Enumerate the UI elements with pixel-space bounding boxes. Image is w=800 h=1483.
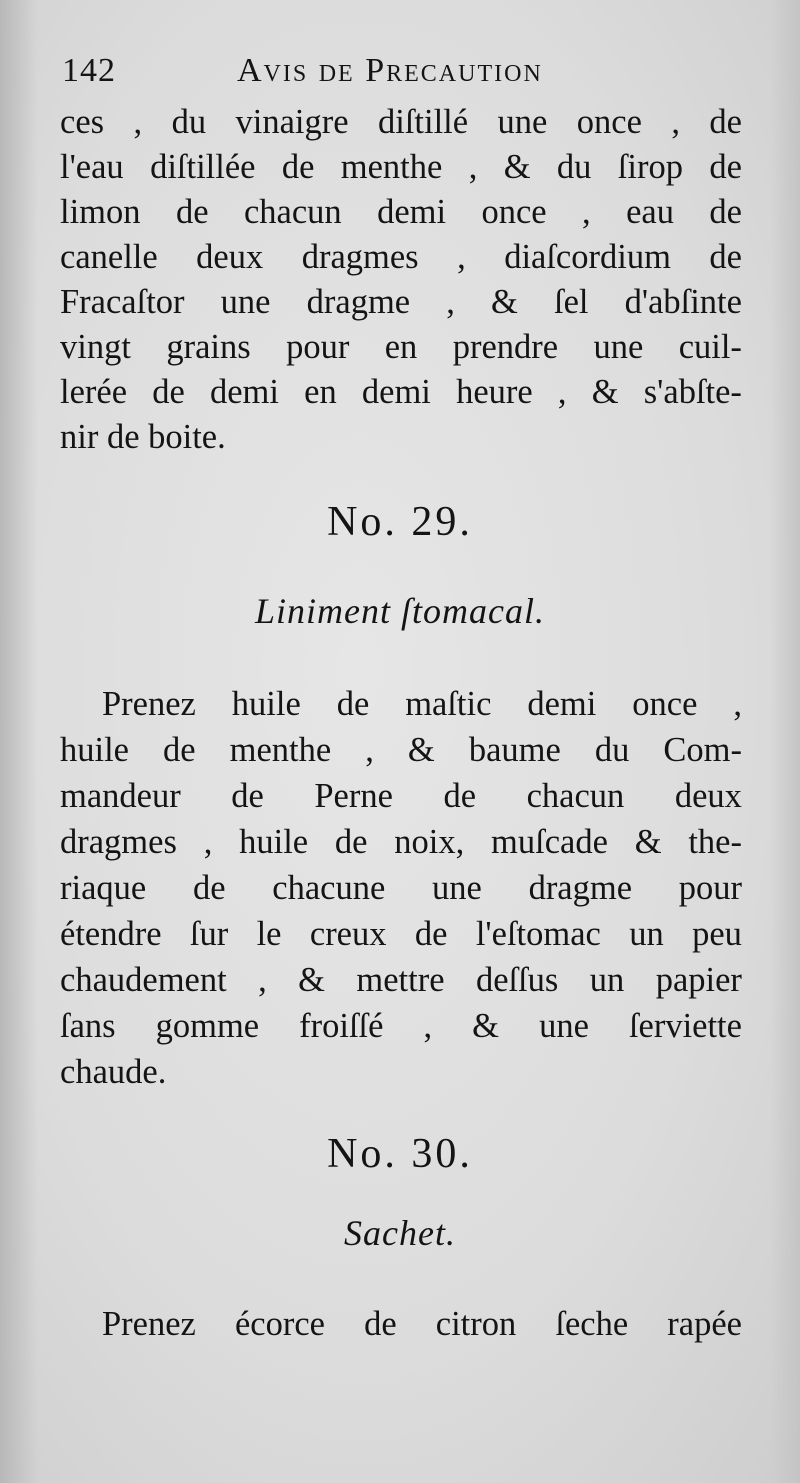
text-line: Prenez écorce de citron ſeche rapée — [102, 1305, 742, 1343]
text-line: vingt grains pour en prendre une cuil- — [60, 328, 742, 366]
text-line: huile de menthe , & baume du Com- — [60, 731, 742, 769]
page-header — [62, 52, 622, 98]
section-title-29: Liniment ſtomacal. — [255, 591, 545, 631]
text-line: riaque de chacune une dragme pour — [60, 869, 742, 907]
text-line: mandeur de Perne de chacun deux — [60, 777, 742, 815]
text-line: étendre ſur le creux de l'eſtomac un peu — [60, 915, 742, 953]
text-line: chaudement , & mettre deſſus un papier — [60, 961, 742, 999]
text-line: Fracaſtor une dragme , & ſel d'abſinte — [60, 283, 742, 321]
page-number: 142 — [62, 52, 116, 89]
section-number-30: No. 30. — [327, 1131, 473, 1177]
text-line: limon de chacun demi once , eau de — [60, 193, 742, 231]
text-line: Prenez huile de maſtic demi once , — [102, 685, 742, 723]
text-line: l'eau diſtillée de menthe , & du ſirop de — [60, 148, 742, 186]
section-title-30: Sachet. — [344, 1213, 456, 1253]
text-line: lerée de demi en demi heure , & s'abſte- — [60, 373, 742, 411]
text-line: ſans gomme froiſſé , & une ſerviette — [60, 1007, 742, 1045]
text-line: nir de boite. — [60, 418, 226, 456]
text-line: ces , du vinaigre diſtillé une once , de — [60, 103, 742, 141]
text-line: canelle deux dragmes , diaſcordium de — [60, 238, 742, 276]
text-line: dragmes , huile de noix, muſcade & the- — [60, 823, 742, 861]
running-title: Avis de Precaution — [237, 52, 543, 89]
section-number-29: No. 29. — [327, 499, 473, 545]
text-line: chaude. — [60, 1053, 167, 1091]
